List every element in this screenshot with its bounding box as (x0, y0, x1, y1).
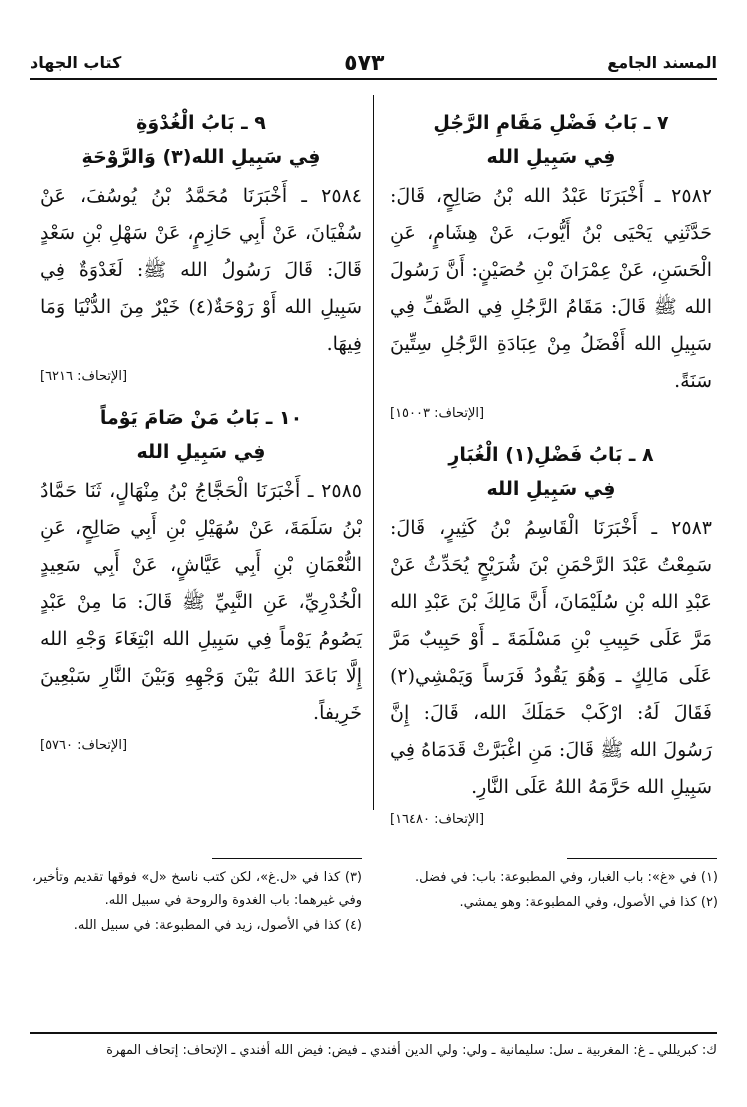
page-number: ٥٧٣ (344, 51, 385, 76)
section-8-title: ٨ ـ بَابُ فَضْلِ(١) الْغُبَارِ (448, 444, 654, 466)
left-column (40, 100, 362, 770)
hadith-2585-reference: [الإتحاف: ٥٧٦٠] (40, 738, 128, 753)
hadith-2585: ٢٥٨٥ ـ أَخْبَرَنَا الْحَجَّاجُ بْنُ مِنْهَالٍ، ثَنَا حَمَّادُ بْنُ سَلَمَةَ، عَنْ سُهَيْلِ بْنِ أَبِي صَالِحٍ، عَنِ النُّعْمَانِ بْنِ أَبِي عَيَّاشٍ، عَنْ أَبِي سَعِيدٍ الْخُدْرِيِّ، عَنِ النَّبِيِّ ﷺ قَالَ: مَا مِنْ عَبْدٍ يَصُومُ يَوْماً فِي سَبِيلِ الله ابْتِغَاءَ وَجْهِ الله إِلَّا بَاعَدَ اللهُ بَيْنَ وَجْهِهِ وَبَيْنَ النَّارِ سَبْعِينَ خَرِيفاً. (40, 480, 362, 724)
section-9-heading (40, 106, 362, 174)
hadith-2582-reference: [الإتحاف: ١٥٠٠٣] (390, 406, 485, 421)
hadith-2583: ٢٥٨٣ ـ أَخْبَرَنَا الْقَاسِمُ بْنُ كَثِيرٍ، قَالَ: سَمِعْتُ عَبْدَ الرَّحْمَنِ بْنَ شُرَيْحٍ يُحَدِّثُ عَنْ عَبْدِ الله بْنِ سُلَيْمَانَ، أَنَّ مَالِكَ بْنَ عَبْدِ الله مَرَّ عَلَى حَبِيبِ بْنِ مَسْلَمَةَ ـ أَوْ حَبِيبٌ مَرَّ عَلَى مَالِكٍ ـ وَهُوَ يَقُودُ فَرَساً وَيَمْشِي(٢) فَقَالَ لَهُ: ارْكَبْ حَمَلَكَ الله، قَالَ: إِنَّ رَسُولَ الله ﷺ قَالَ: مَنِ اغْبَرَّتْ قَدَمَاهُ فِي سَبِيلِ الله حَرَّمَهُ اللهُ عَلَى النَّارِ. (390, 517, 712, 798)
chapter-title: كتاب الجهاد (30, 53, 122, 72)
footnote-rule-right (567, 858, 717, 859)
hadith-2582: ٢٥٨٢ ـ أَخْبَرَنَا عَبْدُ الله بْنُ صَالِحٍ، قَالَ: حَدَّثَنِي يَحْيَى بْنُ أَيُّوبَ، عَنْ هِشَامٍ، عَنِ الْحَسَنِ، عَنْ عِمْرَانَ بْنِ حُصَيْنٍ: أَنَّ رَسُولَ الله ﷺ قَالَ: مَقَامُ الرَّجُلِ فِي الصَّفِّ فِي سَبِيلِ الله أَفْضَلُ مِنْ عِبَادَةِ الرَّجُلِ سِتِّينَ سَنَةً. (390, 185, 712, 392)
footnote-3: (٣) كذا في «ل.غ»، لكن كتب ناسخ «ل» فوقها تقديم وتأخير، وفي غيرهما: باب الغدوة والروحة في سبيل الله. (32, 870, 362, 908)
manuscript-legend: ك: كبريللي ـ غ: المغربية ـ سل: سليمانية ـ ولي: ولي الدين أفندي ـ فيض: فيض الله أفندي ـ الإتحاف: إتحاف المهرة (30, 1032, 717, 1062)
column-divider (373, 95, 374, 810)
hadith-2584: ٢٥٨٤ ـ أَخْبَرَنَا مُحَمَّدُ بْنُ يُوسُفَ، عَنْ سُفْيَانَ، عَنْ أَبِي حَازِمٍ، عَنْ سَهْلِ بْنِ سَعْدٍ قَالَ: قَالَ رَسُولُ الله ﷺ: لَغَدْوَةٌ فِي سَبِيلِ الله أَوْ رَوْحَةٌ(٤) خَيْرٌ مِنَ الدُّنْيَا وَمَا فِيهَا. (40, 185, 362, 355)
section-7-subtitle: فِي سَبِيلِ الله (486, 146, 616, 168)
running-header (30, 38, 717, 80)
section-10-title: ١٠ ـ بَابُ مَنْ صَامَ يَوْماً (99, 407, 303, 429)
section-9-subtitle: فِي سَبِيلِ الله(٣) وَالرَّوْحَةِ (81, 146, 321, 168)
section-8-subtitle: فِي سَبِيلِ الله (486, 478, 616, 500)
footnote-4: (٤) كذا في الأصول، زيد في المطبوعة: في سبيل الله. (73, 918, 362, 933)
book-title: المسند الجامع (607, 53, 717, 72)
footnotes-right (388, 866, 718, 916)
section-8-heading (390, 438, 712, 506)
section-9-title: ٩ ـ بَابُ الْغُدْوَةِ (136, 112, 266, 134)
section-7-heading (390, 106, 712, 174)
right-column (390, 100, 712, 844)
footnote-rule-left (212, 858, 362, 859)
section-10-heading (40, 401, 362, 469)
hadith-2583-reference: [الإتحاف: ١٦٤٨٠] (390, 812, 485, 827)
footnote-2: (٢) كذا في الأصول، وفي المطبوعة: وهو يمشي. (459, 895, 718, 910)
section-10-subtitle: فِي سَبِيلِ الله (136, 441, 266, 463)
footnotes-left (32, 866, 362, 939)
footnote-1: (١) في «غ»: باب الغبار، وفي المطبوعة: باب: في فضل. (415, 870, 718, 885)
section-7-title: ٧ ـ بَابُ فَضْلِ مَقَامِ الرَّجُلِ (433, 112, 669, 134)
hadith-2584-reference: [الإتحاف: ٦٢١٦] (40, 369, 128, 384)
